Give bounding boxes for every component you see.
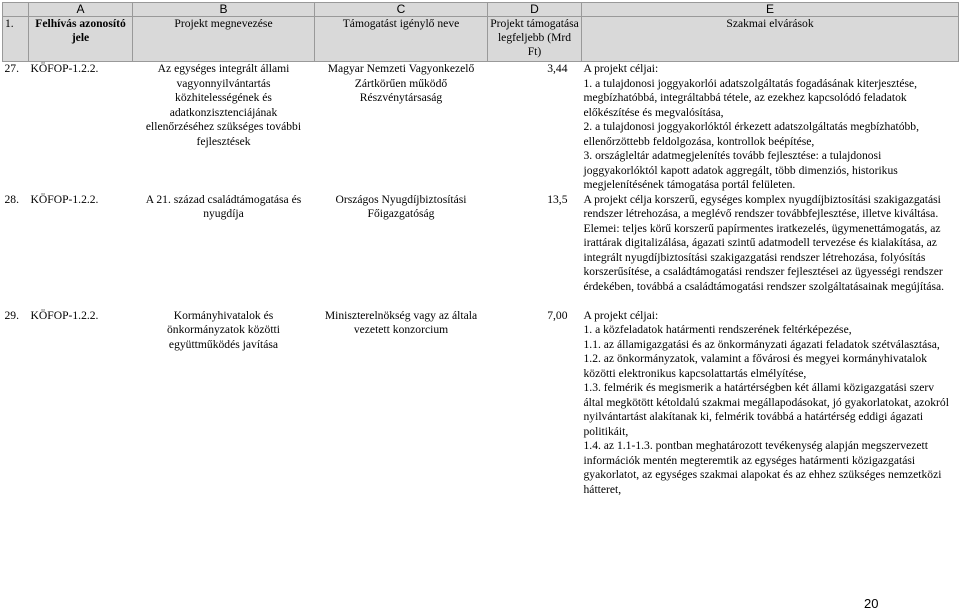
column-header-b[interactable]: B: [133, 3, 315, 17]
requirement-line: 1.1. az államigazgatási és az önkormányzati ágazati feladatok szétválasztása,: [583, 337, 940, 351]
requirement-line: 1. a tulajdonosi joggyakorlói adatszolgáltatás fogadásának kiterjesztése, megbízhatóbbá, integráltabbá tétele, az ezekhez kapcsolódó feladatok előkészítése és megvalósítása,: [583, 76, 918, 119]
project-name-cell: Az egységes integrált állami vagyonnyilvántartás közhitelességének és adatkonzisztenciájának ellenőrzéséhez szükséges további fejlesztések: [145, 62, 302, 148]
column-header-d[interactable]: D: [488, 3, 582, 17]
header-amount: Projekt támogatása legfeljebb (Mrd Ft): [488, 17, 582, 62]
project-name-cell: Kormányhivatalok és önkormányzatok közötti együttműködés javítása: [166, 308, 280, 351]
requirement-line: A projekt céljai:: [583, 308, 659, 322]
requirements-cell: [582, 62, 959, 193]
amount-cell: 7,00: [547, 308, 568, 322]
requirement-line: 1.4. az 1.1-1.3. pontban meghatározott tevékenység alapján megszervezett információk mentén megteremtik az egységes határmenti közigazgatási gyakorlatot, az egységes szakmai alapokat és az ehhez szükséges nemzetközi hátteret,: [583, 439, 942, 496]
header-row: [3, 17, 959, 62]
column-header-e[interactable]: E: [582, 3, 959, 17]
column-header-a[interactable]: A: [29, 3, 133, 17]
requirement-line: A projekt céljai:: [583, 62, 659, 75]
column-letter-row: [3, 3, 959, 17]
applicant-cell: Országos Nyugdíjbiztosítási Főigazgatóság: [335, 192, 467, 220]
table-row: [3, 193, 959, 309]
requirement-line: 1. a közfeladatok határmenti rendszerének feltérképezése,: [583, 323, 852, 336]
header-applicant: Támogatást igénylő neve: [315, 17, 488, 62]
table-row: [3, 62, 959, 193]
requirement-line: 2. a tulajdonosi joggyakorlóktól érkezett adatszolgáltatás megbízhatóbb, ellenőrzöttebb feldolgozása, kontrollok beépítése,: [583, 120, 919, 148]
call-id-cell: KÖFOP-1.2.2.: [30, 192, 99, 206]
row-number: 27.: [4, 62, 19, 75]
header-call-id: Felhívás azonosító jele: [29, 17, 133, 62]
requirement-line: A projekt célja korszerű, egységes komplex nyugdíjbiztosítási szakigazgatási rendszer létrehozása, a meglévő rendszer továbbfejlesztése, illetve kiváltása. Elemei: teljes körű korszerű papírmentes iratkezelés, ügymenettámogatás, az irattárak digitalizálása, ágazati szintű adatmodell tervezése és kialakítása, az integrált nyugdíjbiztosítási szakigazgatási rendszer létrehozása, folyósítás korszerűsítése, a családtámogatási rendszer fejlesztései az ügyességi rendszer érdekében, továbbá a családtámogatási rendszer szolgáltatásainak megújítása.: [583, 192, 945, 293]
row-number: 29.: [4, 308, 19, 322]
applicant-cell: Miniszterelnökség vagy az általa vezetett konzorcium: [324, 308, 478, 336]
requirement-line: 1.3. felmérik és megismerik a határtérségben két állami közigazgatási szerv által megkötött kétoldalú szakmai megállapodásokat, jó gyakorlatokat, azokról nyilvántartást alakítanak ki, felmérik továbbá a határtérség eddigi ágazati politikáit,: [583, 381, 949, 438]
applicant-cell: Magyar Nemzeti Vagyonkezelő Zártkörűen működő Részvénytársaság: [327, 62, 475, 104]
page-number: 20: [864, 596, 879, 611]
amount-cell: 3,44: [547, 62, 568, 75]
requirements-cell: [582, 309, 959, 509]
requirements-cell: [582, 193, 959, 309]
spreadsheet-table: [2, 2, 959, 509]
corner-cell[interactable]: [3, 3, 29, 17]
row-number: 28.: [4, 192, 19, 206]
requirement-line: 1.2. az önkormányzatok, valamint a fővárosi és megyei kormányhivatalok közötti elektronikus kapcsolattartás elmélyítése,: [583, 352, 928, 380]
header-row-number: 1.: [3, 17, 29, 62]
table-row: [3, 309, 959, 509]
amount-cell: 13,5: [547, 192, 568, 206]
header-project-name: Projekt megnevezése: [133, 17, 315, 62]
project-name-cell: A 21. század családtámogatása és nyugdíja: [145, 192, 302, 220]
call-id-cell: KÖFOP-1.2.2.: [30, 308, 99, 322]
column-header-c[interactable]: C: [315, 3, 488, 17]
header-requirements: Szakmai elvárások: [582, 17, 959, 62]
call-id-cell: KÖFOP-1.2.2.: [30, 62, 99, 75]
requirement-line: 3. országleltár adatmegjelenítés tovább fejlesztése: a tulajdonosi joggyakorlóktól kapott adatok aggregált, több dimenziós, historikus megjelenítésének támogatása portál felületen.: [583, 149, 898, 191]
